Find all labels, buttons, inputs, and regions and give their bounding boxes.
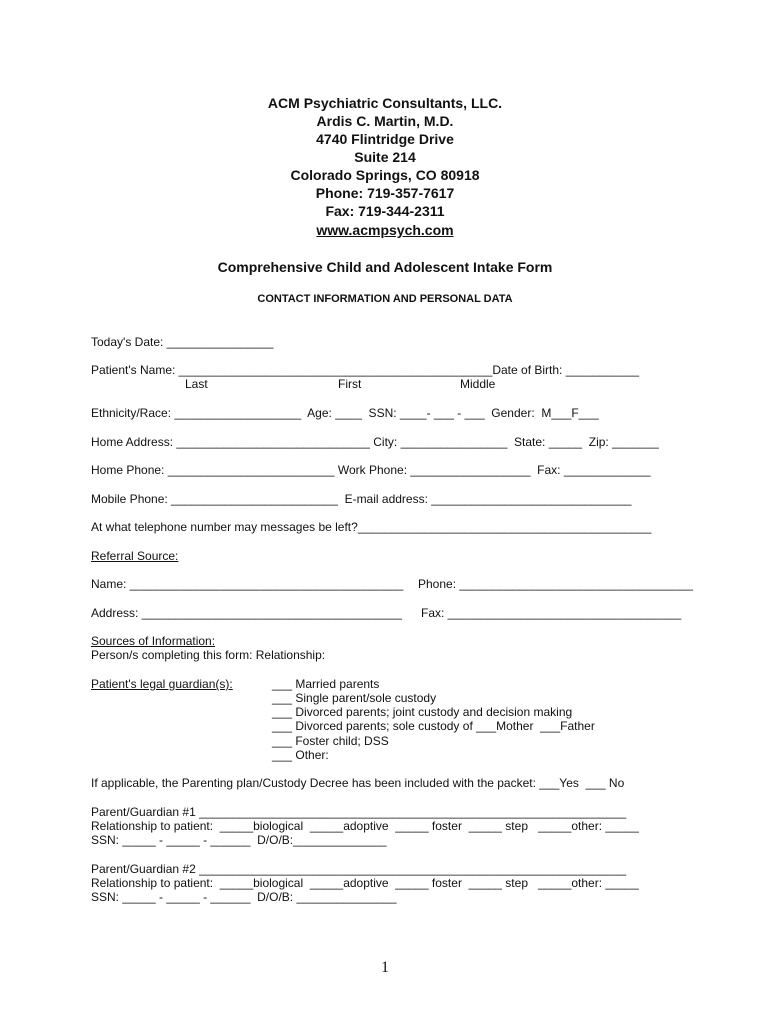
parent-guardian-2-field[interactable]: Parent/Guardian #2 ________________________________________________________________ <box>91 862 627 876</box>
guardian-option[interactable]: ___ Divorced parents; joint custody and decision making <box>272 705 573 719</box>
todays-date-field[interactable]: Today's Date: ________________ <box>91 335 274 349</box>
completing-form-field[interactable]: Person/s completing this form: Relationship: <box>91 648 326 662</box>
guardian-option[interactable]: ___ Other: <box>272 748 329 762</box>
doctor-name: Ardis C. Martin, M.D. <box>316 113 454 129</box>
website-link[interactable]: www.acmpsych.com <box>316 222 454 238</box>
name-first-label: First <box>338 377 362 391</box>
form-title: Comprehensive Child and Adolescent Intake Form <box>217 259 553 275</box>
guardian-option[interactable]: ___ Single parent/sole custody <box>272 691 437 705</box>
guardian-option[interactable]: ___ Married parents <box>272 677 380 691</box>
referral-name-field[interactable]: Name: _________________________________________ <box>91 577 404 591</box>
messages-phone-field[interactable]: At what telephone number may messages be left?____________________________________________ <box>91 520 652 534</box>
parent-guardian-1-field[interactable]: Parent/Guardian #1 ________________________________________________________________ <box>91 805 627 819</box>
legal-guardian-heading: Patient's legal guardian(s): <box>91 677 233 691</box>
guardian-option[interactable]: ___ Foster child; DSS <box>272 734 389 748</box>
referral-source-heading: Referral Source: <box>91 549 179 563</box>
guardian-option[interactable]: ___ Divorced parents; sole custody of ___Mother ___Father <box>272 719 595 733</box>
company-name: ACM Psychiatric Consultants, LLC. <box>267 95 503 111</box>
parent-guardian-2-relationship[interactable]: Relationship to patient: _____biological _____adoptive _____ foster _____ step _____other: _____ <box>91 876 639 890</box>
patient-name-field[interactable]: Patient's Name: _______________________________________________Date of Birth: ___________ <box>91 363 640 377</box>
name-last-label: Last <box>185 377 208 391</box>
page-number: 1 <box>381 959 389 976</box>
section-title: CONTACT INFORMATION AND PERSONAL DATA <box>257 293 513 305</box>
parenting-plan-field[interactable]: If applicable, the Parenting plan/Custody Decree has been included with the packet: ___Yes ___ No <box>91 776 625 790</box>
suite: Suite 214 <box>354 149 416 165</box>
home-phone-field[interactable]: Home Phone: _________________________ Work Phone: __________________ Fax: _____________ <box>91 463 651 477</box>
referral-fax-field[interactable]: Fax: ___________________________________ <box>421 606 682 620</box>
phone-number: Phone: 719-357-7617 <box>315 185 455 201</box>
street-address: 4740 Flintridge Drive <box>316 131 454 147</box>
mobile-phone-field[interactable]: Mobile Phone: _________________________ E-mail address: ______________________________ <box>91 492 632 506</box>
parent-guardian-2-ssn-dob[interactable]: SSN: _____ - _____ - ______ D/O/B: _______________ <box>91 890 397 904</box>
name-middle-label: Middle <box>460 377 496 391</box>
referral-phone-field[interactable]: Phone: ___________________________________ <box>418 577 693 591</box>
sources-heading: Sources of Information: <box>91 634 216 648</box>
parent-guardian-1-relationship[interactable]: Relationship to patient: _____biological _____adoptive _____ foster _____ step _____other: _____ <box>91 819 639 833</box>
home-address-field[interactable]: Home Address: _____________________________ City: ________________ State: _____ Zip: _______ <box>91 435 659 449</box>
city-state-zip: Colorado Springs, CO 80918 <box>290 167 480 183</box>
parent-guardian-1-ssn-dob[interactable]: SSN: _____ - _____ - ______ D/O/B:______________ <box>91 833 387 847</box>
ethnicity-age-ssn-gender-field[interactable]: Ethnicity/Race: ___________________ Age: ____ SSN: ____- ___ - ___ Gender: M___F___ <box>91 406 599 420</box>
fax-number: Fax: 719-344-2311 <box>325 203 445 219</box>
referral-address-field[interactable]: Address: _______________________________________ <box>91 606 402 620</box>
